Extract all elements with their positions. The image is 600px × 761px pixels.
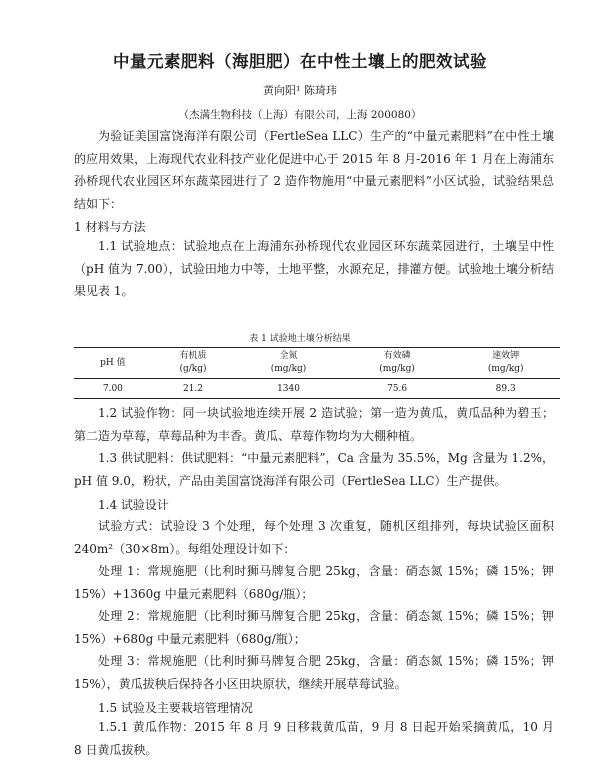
section-heading-materials: 1 材料与方法	[74, 220, 146, 234]
authors: 黄向阳¹ 陈琦玮	[263, 84, 337, 97]
header-available-phosphorus: 有效磷 (mg/kg)	[343, 348, 452, 379]
paper-title: 中量元素肥料（海胆肥）在中性土壤上的肥效试验	[113, 52, 487, 71]
cell-total-nitrogen: 1340	[234, 379, 343, 399]
paragraph-treatment-3: 处理 3：常规施肥（比利时狮马牌复合肥 25kg，含量：硝态氮 15%；磷 15%；钾 15%），黄瓜拔秧后保持各小区田块原状，继续开展草莓试验。	[74, 654, 554, 691]
table-header-row	[74, 348, 560, 379]
paragraph-treatment-2: 处理 2：常规施肥（比利时狮马牌复合肥 25kg，含量：硝态氮 15%；磷 15%；钾 15%）+680g 中量元素肥料（680g/瓶）；	[74, 609, 554, 646]
cell-organic-matter: 21.2	[152, 379, 234, 399]
paragraph-treatment-1: 处理 1：常规施肥（比利时狮马牌复合肥 25kg，含量：硝态氮 15%；磷 15%；钾 15%）+1360g 中量元素肥料（680g/瓶）；	[74, 564, 554, 601]
paragraph-cucumber: 1.5.1 黄瓜作物：2015 年 8 月 9 日移栽黄瓜苗，9 月 8 日起开始采摘黄瓜，10 月 8 日黄瓜拔秧。	[74, 720, 554, 757]
table-row	[74, 379, 560, 399]
cell-available-phosphorus: 75.6	[343, 379, 452, 399]
cell-available-potassium: 89.3	[451, 379, 560, 399]
section-heading-management: 1.5 试验及主要栽培管理情况	[98, 701, 253, 715]
cell-ph: 7.00	[74, 379, 152, 399]
paragraph-test-fertilizer: 1.3 供试肥料：供试肥料：“中量元素肥料”，Ca 含量为 35.5%，Mg 含量为 1.2%，pH 值 9.0，粉状，产品由美国富饶海洋有限公司（FertleSea LLC）生产提供。	[74, 451, 554, 488]
table-caption: 表 1 试验地土壤分析结果	[249, 334, 351, 344]
header-ph: pH 值	[74, 348, 152, 379]
paragraph-test-site: 1.1 试验地点：试验地点在上海浦东孙桥现代农业园区环东蔬菜园进行，土壤呈中性（pH 值为 7.00），试验田地力中等，土地平整，水源充足，排灌方便。试验地土壤分析结果见表 1。	[74, 239, 554, 299]
intro-paragraph: 为验证美国富饶海洋有限公司（FertleSea LLC）生产的“中量元素肥料”在中性土壤的应用效果，上海现代农业科技产业化促进中心于 2015 年 8 月-2016 年 1 月在上海浦东孙桥现代农业园区环东蔬菜园进行了 2 造作物施用“中量元素肥料”小区试验，试验结果总结如下：	[74, 129, 554, 211]
affiliation: （杰满生物科技（上海）有限公司，上海 200080）	[178, 109, 422, 121]
soil-analysis-table	[74, 347, 560, 399]
header-total-nitrogen: 全氮 (mg/kg)	[234, 348, 343, 379]
section-heading-design: 1.4 试验设计	[98, 498, 169, 512]
paragraph-design: 试验方式：试验设 3 个处理，每个处理 3 次重复，随机区组排列，每块试验区面积 240m²（30×8m）。每组处理设计如下：	[74, 519, 554, 556]
header-organic-matter: 有机质 (g/kg)	[152, 348, 234, 379]
paragraph-test-crops: 1.2 试验作物：同一块试验地连续开展 2 造试验；第一造为黄瓜，黄瓜品种为碧玉；第二造为草莓，草莓品种为丰香。黄瓜、草莓作物均为大棚种植。	[74, 406, 554, 443]
header-available-potassium: 速效钾 (mg/kg)	[451, 348, 560, 379]
